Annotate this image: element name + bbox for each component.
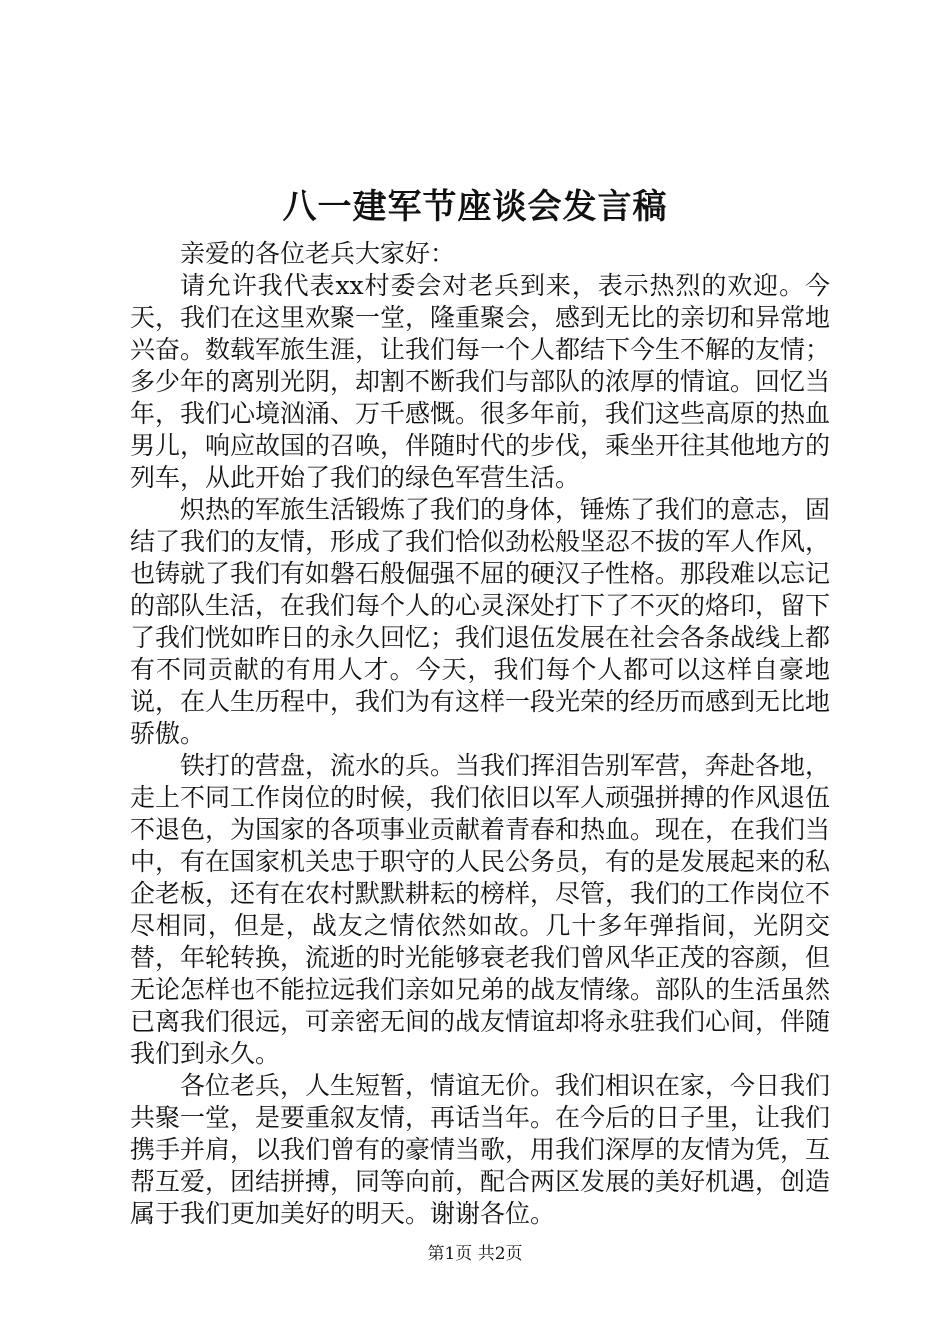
paragraph: 炽热的军旅生活锻炼了我们的身体，锤炼了我们的意志，固结了我们的友情，形成了我们恰似劲松般坚忍不拔的军人作风，也铸就了我们有如磐石般倔强不屈的硬汉子性格。那段难以忘记的部队生活，在我们每个人的心灵深处打下了不灭的烙印，留下了我们恍如昨日的永久回忆；我们退伍发展在社会各条战线上都有不同贡献的有用人才。今天，我们每个人都可以这样自豪地说，在人生历程中，我们为有这样一段光荣的经历而感到无比地骄傲。 (130, 495, 831, 748)
salutation: 亲爱的各位老兵大家好： (180, 239, 456, 268)
paragraph: 请允许我代表xx村委会对老兵到来，表示热烈的欢迎。今天，我们在这里欢聚一堂，隆重聚会，感到无比的亲切和异常地兴奋。数载军旅生涯，让我们每一个人都结下今生不解的友情；多少年的离别光阴，却割不断我们与部队的浓厚的情谊。回忆当年，我们心境汹涌、万千感慨。很多年前，我们这些高原的热血男儿，响应故国的召唤，伴随时代的步伐，乘坐开往其他地方的列车，从此开始了我们的绿色军营生活。 (130, 271, 831, 492)
paragraph: 铁打的营盘，流水的兵。当我们挥泪告别军营，奔赴各地，走上不同工作岗位的时候，我们依旧以军人顽强拼搏的作风退伍不退色，为国家的各项事业贡献着青春和热血。现在，在我们当中，有在国家机关忠于职守的人民公务员，有的是发展起来的私企老板，还有在农村默默耕耘的榜样，尽管，我们的工作岗位不尽相同，但是，战友之情依然如故。几十多年弹指间，光阴交替，年轮转换，流逝的时光能够衰老我们曾风华正茂的容颜，但无论怎样也不能拉远我们亲如兄弟的战友情缘。部队的生活虽然已离我们很远，可亲密无间的战友情谊却将永驻我们心间，伴随我们到永久。 (130, 751, 831, 1068)
paragraph: 各位老兵，人生短暂，情谊无价。我们相识在家，今日我们共聚一堂，是要重叙友情，再话当年。在今后的日子里，让我们携手并肩，以我们曾有的豪情当歌，用我们深厚的友情为凭，互帮互爱，团结拼搏，同等向前，配合两区发展的美好机遇，创造属于我们更加美好的明天。谢谢各位。 (130, 1071, 831, 1228)
page-number-footer: 第1页 共2页 (427, 1244, 523, 1264)
document-body (130, 238, 830, 1230)
document-title: 八一建军节座谈会发言稿 (282, 187, 668, 227)
